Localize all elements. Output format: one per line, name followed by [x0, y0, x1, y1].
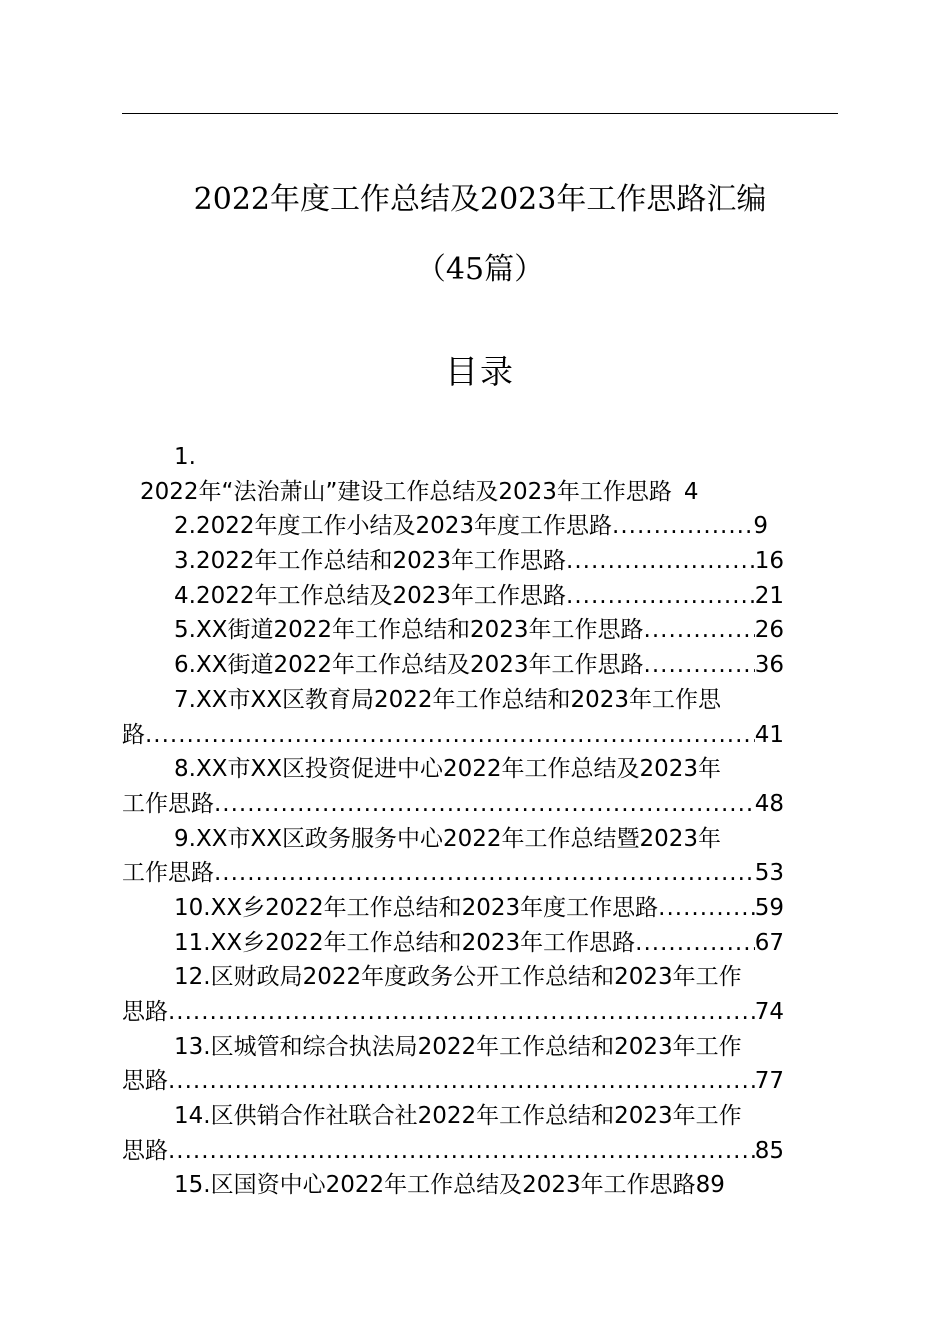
- toc-leader: [168, 1134, 755, 1169]
- toc-entry-continuation[interactable]: 路 ..... 41: [122, 718, 838, 753]
- toc-leader: [214, 856, 755, 891]
- toc-page-number: 26: [754, 617, 784, 644]
- toc-leader: [658, 891, 755, 926]
- toc-leader: [168, 995, 755, 1030]
- toc-page-number: 77: [754, 1068, 784, 1095]
- table-of-contents: [122, 440, 838, 1203]
- toc-page-number: 59: [754, 894, 784, 921]
- toc-entry[interactable]: 11.XX乡2022年工作总结和2023年工作思路 ..... 67: [122, 926, 838, 961]
- toc-entry[interactable]: 4.2022年工作总结及2023年工作思路 ..... 21: [122, 579, 838, 614]
- toc-entry-number[interactable]: 1.: [174, 444, 196, 470]
- toc-page-number: 67: [754, 929, 784, 956]
- toc-leader: [214, 787, 755, 822]
- toc-entry-continuation[interactable]: 思路 ..... 77: [122, 1064, 838, 1099]
- toc-entry-continuation[interactable]: 工作思路 ..... 48: [122, 787, 838, 822]
- toc-page-number: 16: [754, 548, 784, 575]
- toc-leader: [644, 613, 755, 648]
- toc-page-number: 53: [754, 860, 784, 887]
- toc-entry[interactable]: 2022年“法治萧山”建设工作总结及2023年工作思路 4: [122, 475, 838, 510]
- document-title: 2022年度工作总结及2023年工作思路汇编: [193, 182, 767, 217]
- toc-entry-continuation[interactable]: 思路 ..... 85: [122, 1134, 838, 1169]
- toc-page-number: 48: [754, 790, 784, 817]
- toc-entry[interactable]: 8.XX市XX区投资促进中心2022年工作总结及2023年: [174, 756, 722, 783]
- toc-leader: [612, 509, 753, 544]
- toc-leader: [168, 1064, 755, 1099]
- header-rule: [122, 113, 838, 114]
- toc-page-number: 4: [683, 478, 699, 505]
- toc-entry[interactable]: 14.区供销合作社联合社2022年工作总结和2023年工作: [174, 1103, 742, 1130]
- toc-entry[interactable]: 3.2022年工作总结和2023年工作思路 ..... 16: [122, 544, 838, 579]
- toc-page-number: 74: [754, 999, 784, 1025]
- toc-page-number: 36: [754, 652, 784, 679]
- toc-page-number: 85: [754, 1137, 784, 1164]
- toc-page-number: 21: [754, 582, 784, 609]
- toc-page-number: 41: [754, 721, 784, 748]
- toc-entry-continuation[interactable]: 思路 ..... 74: [122, 995, 838, 1030]
- toc-heading: 目录: [445, 352, 515, 391]
- toc-entry[interactable]: 9.XX市XX区政务服务中心2022年工作总结暨2023年: [174, 825, 722, 852]
- toc-page-number: 89: [695, 1172, 725, 1199]
- toc-entry[interactable]: 7.XX市XX区教育局2022年工作总结和2023年工作思: [174, 686, 722, 713]
- document-subtitle: （45篇）: [415, 252, 545, 287]
- toc-leader: [145, 718, 755, 753]
- toc-entry[interactable]: 5.XX街道2022年工作总结和2023年工作思路 ..... 26: [122, 613, 838, 648]
- toc-entry[interactable]: 2.2022年度工作小结及2023年度工作思路 ..... 9: [122, 509, 838, 544]
- toc-entry-continuation[interactable]: 工作思路 ..... 53: [122, 856, 838, 891]
- toc-entry[interactable]: 13.区城管和综合执法局2022年工作总结和2023年工作: [174, 1033, 742, 1060]
- toc-entry[interactable]: 10.XX乡2022年工作总结和2023年度工作思路 ..... 59: [122, 891, 838, 926]
- toc-entry[interactable]: 15.区国资中心2022年工作总结及2023年工作思路 89: [122, 1168, 838, 1203]
- toc-leader: [644, 648, 755, 683]
- toc-leader: [566, 544, 755, 579]
- toc-leader: [635, 926, 755, 961]
- toc-leader: [566, 579, 755, 614]
- toc-page-number: 9: [753, 513, 768, 540]
- toc-entry[interactable]: 6.XX街道2022年工作总结及2023年工作思路 ..... 36: [122, 648, 838, 683]
- toc-entry[interactable]: 12.区财政局2022年度政务公开工作总结和2023年工作: [174, 964, 742, 991]
